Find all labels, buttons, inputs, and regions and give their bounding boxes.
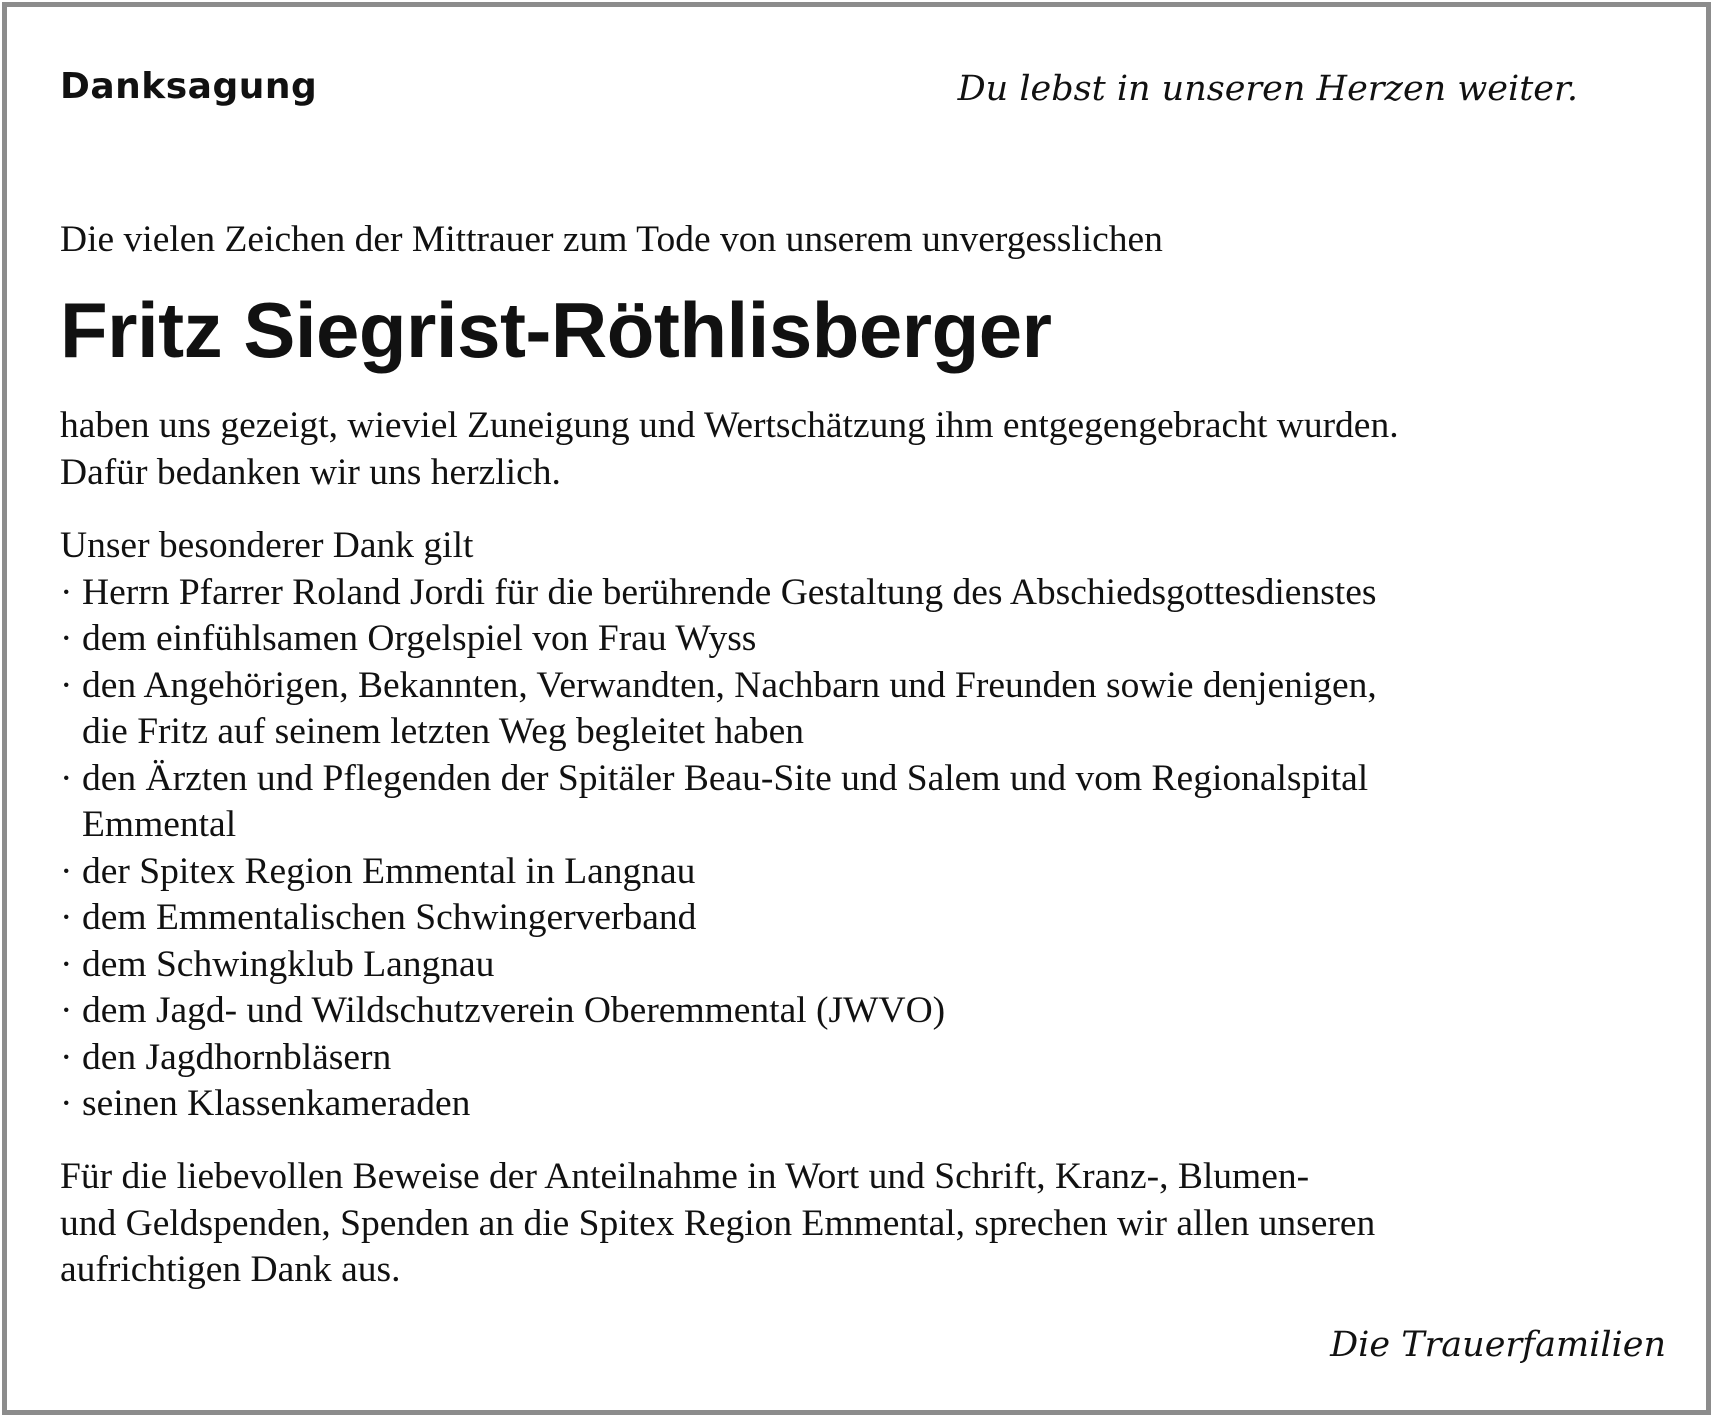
list-item: [60, 663, 1377, 756]
gratitude-paragraph: [60, 403, 1399, 496]
list-item-text: den Ärzten und Pflegenden der Spitäler Beau-Site und Salem und vom Regionalspital: [82, 757, 1369, 799]
special-thanks-list: [60, 570, 1377, 1128]
gratitude-line: Dafür bedanken wir uns herzlich.: [60, 451, 561, 493]
list-item-text: dem Emmentalischen Schwingerverband: [82, 897, 697, 938]
list-item-text-continued: Emmental: [82, 804, 237, 845]
list-item: [60, 1035, 1377, 1082]
notice-frame: [2, 2, 1711, 1415]
notice-motto: Du lebst in unseren Herzen weiter.: [957, 69, 1578, 109]
bullet-mark: ·: [60, 897, 73, 938]
list-item-text: der Spitex Region Emmental in Langnau: [82, 850, 696, 892]
list-item-text: den Angehörigen, Bekannten, Verwandten, Nachbarn und Freunden sowie denjenigen,: [82, 664, 1377, 706]
bullet-mark: ·: [60, 990, 73, 1031]
list-item: [60, 942, 1377, 989]
special-thanks-section: [60, 523, 1377, 1128]
closing-line: aufrichtigen Dank aus.: [60, 1249, 401, 1290]
list-item-text: den Jagdhornbläsern: [82, 1036, 392, 1078]
deceased-name: Fritz Siegrist-Röthlisberger: [60, 286, 1052, 374]
bullet-mark: ·: [60, 1083, 73, 1124]
list-item-text: seinen Klassenkameraden: [82, 1083, 471, 1124]
notice-content: [60, 7, 1666, 1410]
bullet-mark: ·: [60, 943, 73, 985]
list-item: [60, 988, 1377, 1035]
special-thanks-lead: Unser besonderer Dank gilt: [60, 525, 474, 566]
intro-text: Die vielen Zeichen der Mittrauer zum Tode von unserem unvergesslichen: [60, 219, 1163, 260]
closing-line: und Geldspenden, Spenden an die Spitex Region Emmental, sprechen wir allen unseren: [60, 1202, 1376, 1244]
signature: Die Trauerfamilien: [1330, 1325, 1666, 1365]
bullet-mark: ·: [60, 1036, 73, 1078]
list-item: [60, 616, 1377, 663]
notice-heading: Danksagung: [60, 66, 318, 107]
list-item: [60, 895, 1377, 942]
list-item: [60, 756, 1377, 849]
gratitude-line: haben uns gezeigt, wieviel Zuneigung und Wertschätzung ihm entgegengebracht wurden.: [60, 405, 1399, 446]
bullet-mark: ·: [60, 850, 73, 892]
list-item-text: Herrn Pfarrer Roland Jordi für die berührende Gestaltung des Abschiedsgottesdienstes: [82, 571, 1377, 613]
closing-line: Für die liebevollen Beweise der Anteilnahme in Wort und Schrift, Kranz-, Blumen-: [60, 1156, 1310, 1197]
list-item: [60, 570, 1377, 617]
list-item-text-continued: die Fritz auf seinem letzten Weg begleitet haben: [82, 711, 805, 752]
closing-paragraph: [60, 1154, 1375, 1294]
bullet-mark: ·: [60, 757, 73, 799]
list-item: [60, 1081, 1377, 1128]
bullet-mark: ·: [60, 571, 73, 613]
bullet-mark: ·: [60, 618, 73, 659]
bullet-mark: ·: [60, 664, 73, 706]
list-item-text: dem einfühlsamen Orgelspiel von Frau Wyss: [82, 618, 757, 659]
list-item-text: dem Schwingklub Langnau: [82, 943, 495, 985]
list-item-text: dem Jagd- und Wildschutzverein Oberemmental (JWVO): [82, 990, 946, 1031]
list-item: [60, 849, 1377, 896]
